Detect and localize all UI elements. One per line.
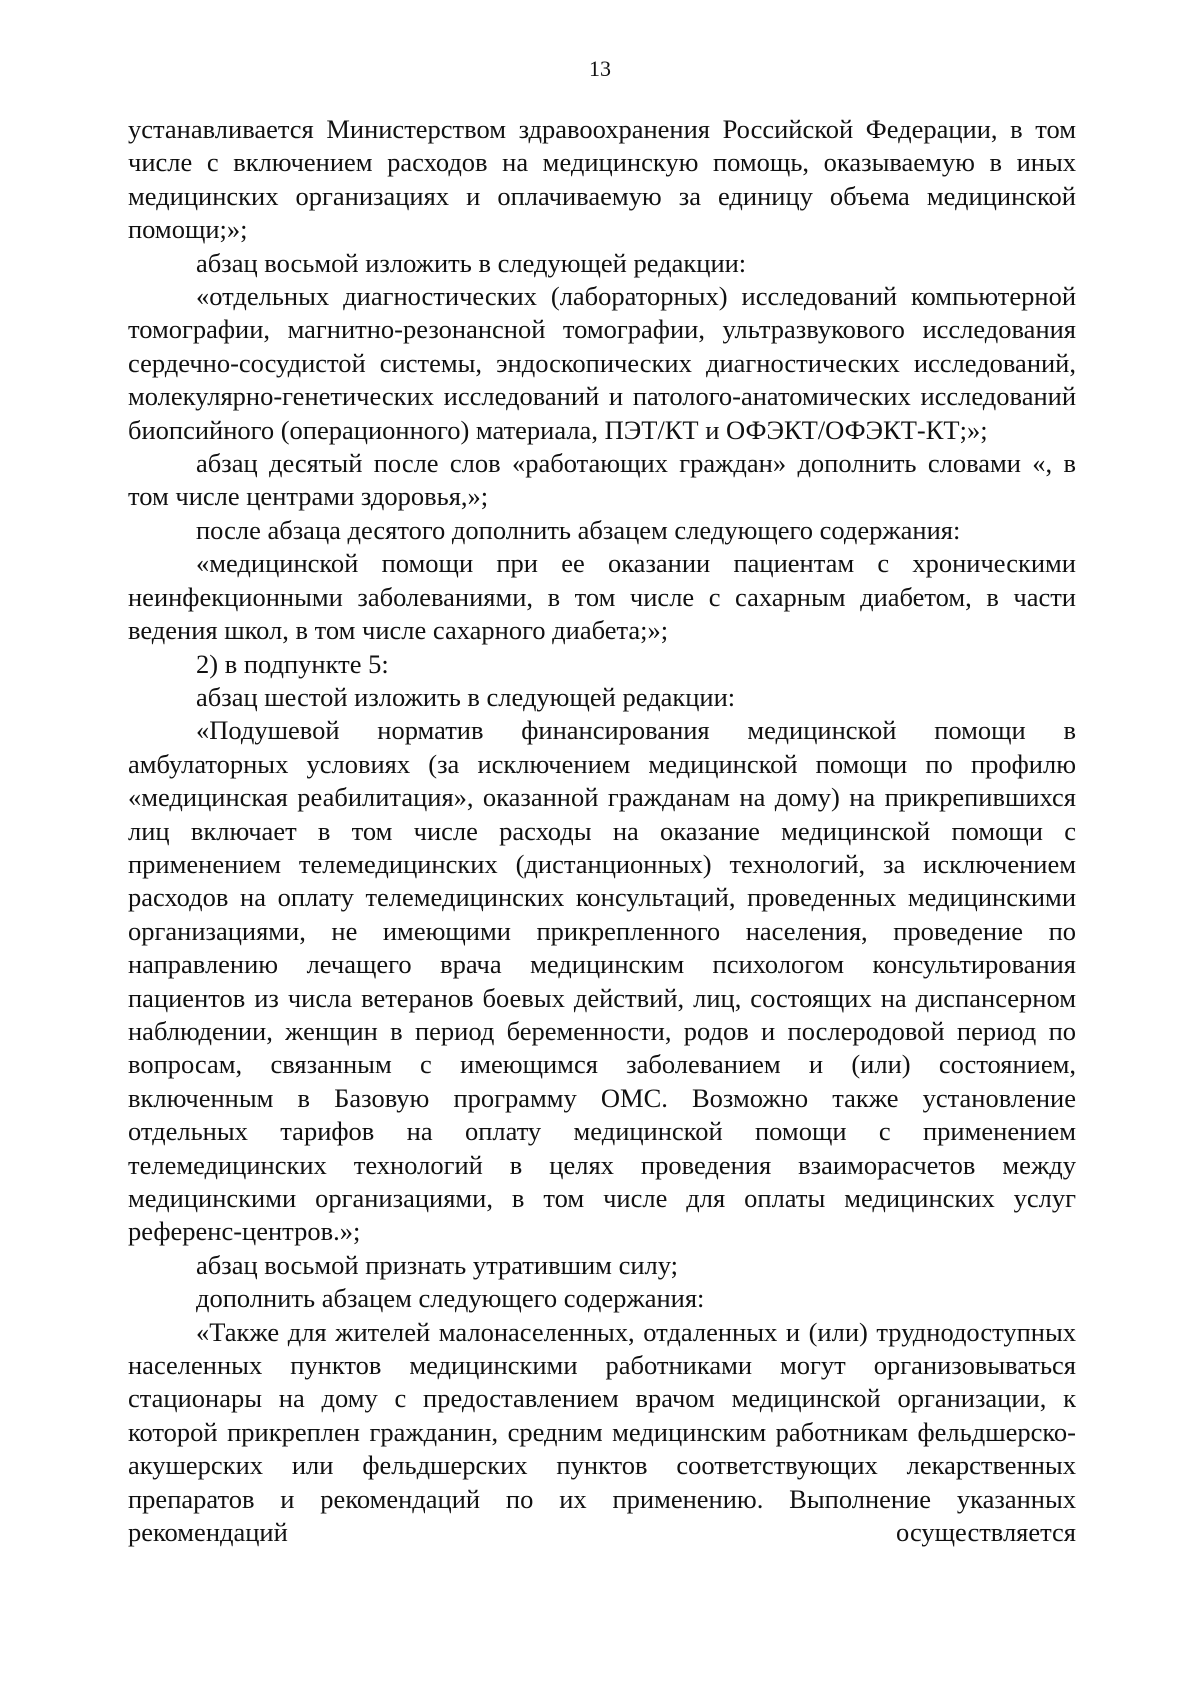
- paragraph: абзац восьмой признать утратившим силу;: [196, 1249, 678, 1280]
- paragraph: «медицинской помощи при ее оказании пациентам с хроническими неинфекционными заболеваниями, в том числе с сахарным диабетом, в части ведения школ, в том числе сахарного диабета;»;: [128, 548, 1076, 646]
- paragraph: дополнить абзацем следующего содержания:: [196, 1283, 705, 1314]
- paragraph: абзац шестой изложить в следующей редакции:: [196, 681, 736, 712]
- paragraph: устанавливается Министерством здравоохранения Российской Федерации, в том числе с включением расходов на медицинскую помощь, оказываемую в иных медицинских организациях и оплачиваемую за единицу объема медицинской помощи;»;: [128, 114, 1076, 245]
- page-number: 13: [589, 56, 611, 81]
- paragraph: «отдельных диагностических (лабораторных) исследований компьютерной томографии, магнитно-резонансной томографии, ультразвукового исследования сердечно-сосудистой системы, эндоскопических диагностических исследований, молекулярно-генетических исследований и патолого-анатомических исследований биопсийного (операционного) материала, ПЭТ/КТ и ОФЭКТ/ОФЭКТ-КТ;»;: [128, 281, 1076, 445]
- paragraph: после абзаца десятого дополнить абзацем следующего содержания:: [196, 514, 961, 545]
- paragraph: 2) в подпункте 5:: [196, 648, 389, 679]
- paragraph: абзац восьмой изложить в следующей редакции:: [196, 247, 747, 278]
- paragraph: «Также для жителей малонаселенных, отдаленных и (или) труднодоступных населенных пунктов медицинскими работниками могут организовываться стационары на дому с предоставлением врачом медицинской организации, к которой прикреплен гражданин, средним медицинским работникам фельдшерско-акушерских или фельдшерских пунктов соответствующих лекарственных препаратов и рекомендаций по их применению. Выполнение указанных рекомендаций осуществляется: [128, 1316, 1076, 1548]
- paragraph: абзац десятый после слов «работающих граждан» дополнить словами «, в том числе центрами здоровья,»;: [128, 448, 1076, 512]
- document-body: [128, 113, 1076, 1549]
- paragraph: «Подушевой норматив финансирования медицинской помощи в амбулаторных условиях (за исключением медицинской помощи по профилю «медицинская реабилитация», оказанной гражданам на дому) на прикрепившихся лиц включает в том числе расходы на оказание медицинской помощи с применением телемедицинских (дистанционных) технологий, за исключением расходов на оплату телемедицинских консультаций, проведенных медицинскими организациями, не имеющими прикрепленного населения, проведение по направлению лечащего врача медицинским психологом консультирования пациентов из числа ветеранов боевых действий, лиц, состоящих на диспансерном наблюдении, женщин в период беременности, родов и послеродовой период по вопросам, связанным с имеющимся заболеванием и (или) состоянием, включенным в Базовую программу ОМС. Возможно также установление отдельных тарифов на оплату медицинской помощи с применением телемедицинских технологий в целях проведения взаиморасчетов между медицинскими организациями, в том числе для оплаты медицинских услуг референс-центров.»;: [128, 715, 1076, 1247]
